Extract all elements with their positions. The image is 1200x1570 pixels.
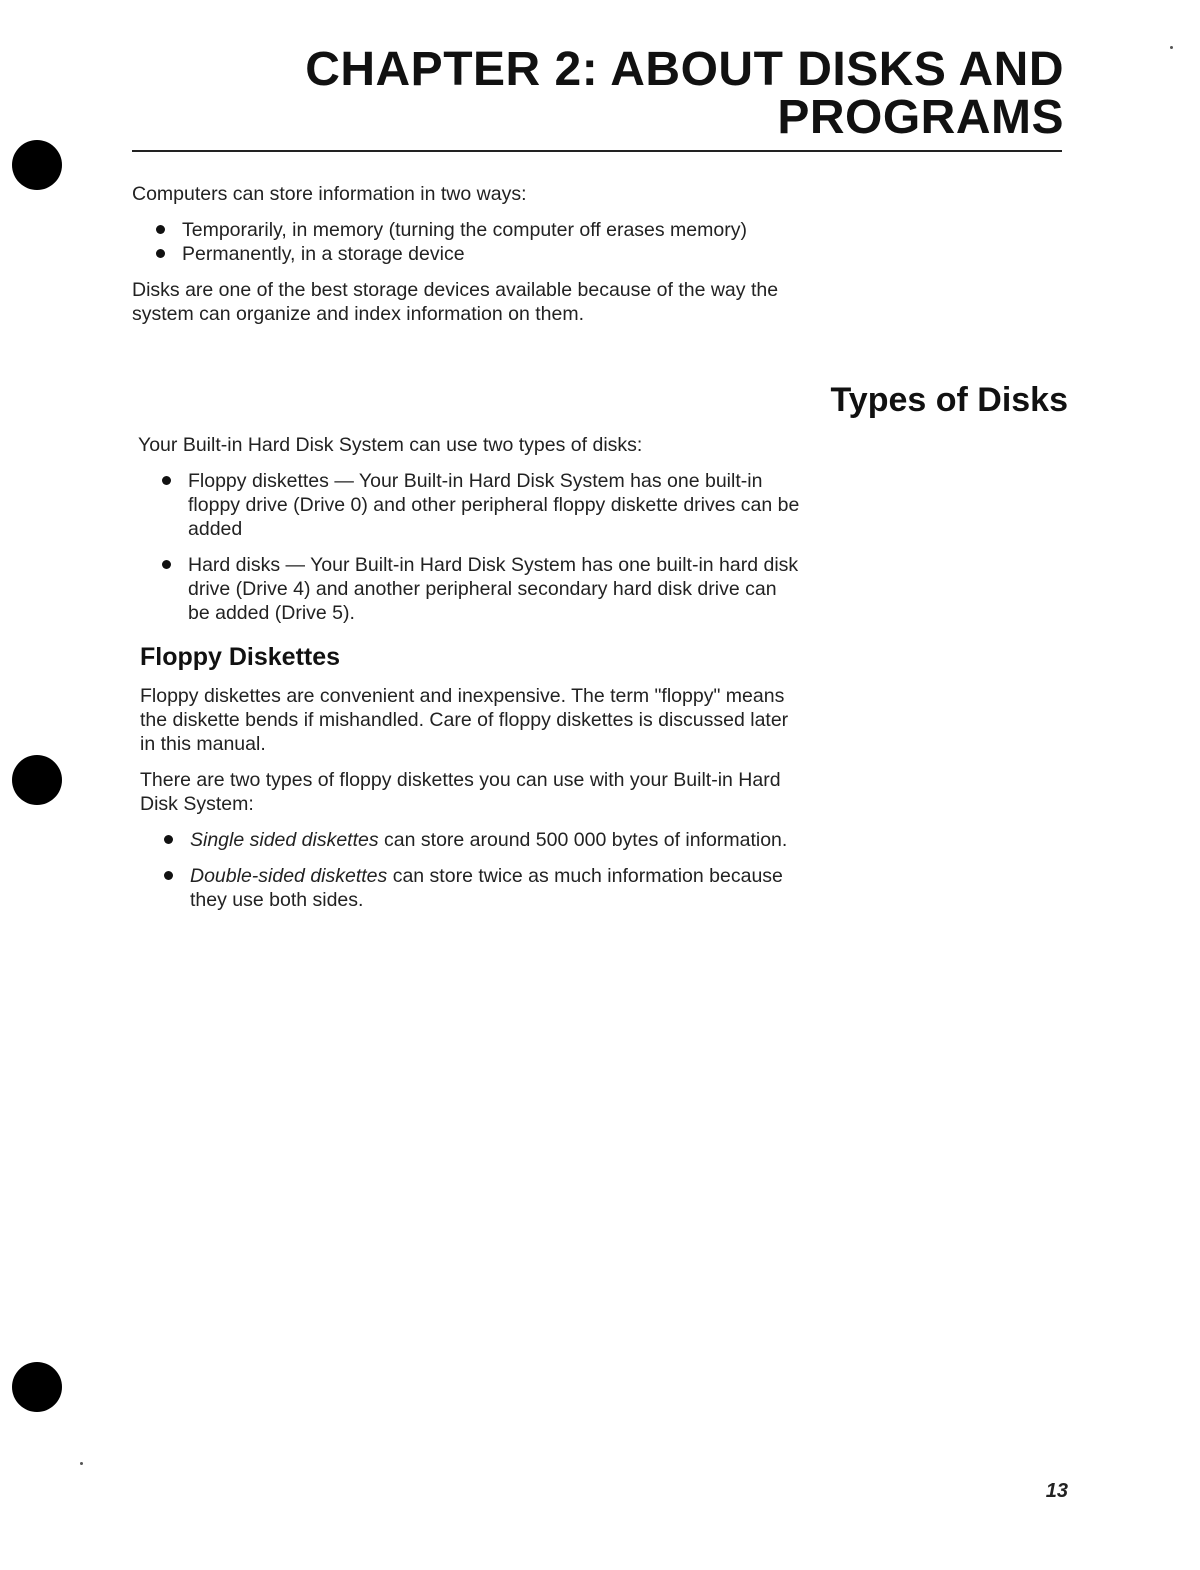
bullet-icon <box>164 835 173 844</box>
page-number: 13 <box>1045 1480 1068 1502</box>
chapter-title <box>305 43 1064 144</box>
list-item-text: Permanently, in a storage device <box>182 243 465 265</box>
list-item-text: Temporarily, in memory (turning the computer off erases memory) <box>182 219 747 241</box>
scan-speck <box>1170 46 1173 49</box>
floppy-list <box>164 828 790 912</box>
chapter-title-line-2: PROGRAMS <box>777 91 1064 144</box>
list-item-term: Double-sided diskettes <box>190 865 388 887</box>
title-rule <box>132 150 1062 152</box>
list-item <box>164 864 790 912</box>
types-of-disks-section <box>138 433 802 625</box>
binder-hole-bottom <box>12 1362 62 1412</box>
list-item <box>162 469 802 541</box>
binder-hole-middle <box>12 755 62 805</box>
list-item-text: can store twice as much information because they use both sides. <box>190 865 783 911</box>
floppy-paragraph-2: There are two types of floppy diskettes you can use with your Built-in Hard Disk System: <box>140 769 781 815</box>
intro-list <box>156 218 802 266</box>
intro-lead: Computers can store information in two ways: <box>132 183 527 205</box>
list-item-text: can store around 500 000 bytes of information. <box>378 829 788 851</box>
sub-heading-floppy-diskettes: Floppy Diskettes <box>140 643 341 671</box>
list-item-term: Single sided diskettes <box>190 829 379 851</box>
list-item <box>162 553 802 625</box>
intro-section <box>132 182 802 326</box>
bullet-icon <box>156 249 165 258</box>
list-item <box>164 828 790 852</box>
chapter-title-line-1: CHAPTER 2: ABOUT DISKS AND <box>305 43 1064 96</box>
section-heading-types-of-disks: Types of Disks <box>830 381 1068 419</box>
types-list <box>162 469 802 625</box>
list-item <box>156 218 802 242</box>
intro-closing: Disks are one of the best storage devices available because of the way the system can organize and index information on them. <box>132 279 779 325</box>
list-item <box>156 242 802 266</box>
binder-hole-top <box>12 140 62 190</box>
floppy-diskettes-section <box>140 684 790 912</box>
types-lead: Your Built-in Hard Disk System can use two types of disks: <box>138 434 643 456</box>
list-item-text: Floppy diskettes — Your Built-in Hard Disk System has one built-in floppy drive (Drive 0) and other peripheral floppy diskette drives can be added <box>188 470 800 540</box>
scan-speck <box>80 1462 83 1465</box>
floppy-paragraph-1: Floppy diskettes are convenient and inexpensive. The term "floppy" means the diskette bends if mishandled. Care of floppy diskettes is discussed later in this manual. <box>140 685 789 755</box>
bullet-icon <box>164 871 173 880</box>
list-item-text: Hard disks — Your Built-in Hard Disk System has one built-in hard disk drive (Drive 4) and another peripheral secondary hard disk drive can be added (Drive 5). <box>188 554 799 624</box>
bullet-icon <box>156 225 165 234</box>
bullet-icon <box>162 476 171 485</box>
bullet-icon <box>162 560 171 569</box>
